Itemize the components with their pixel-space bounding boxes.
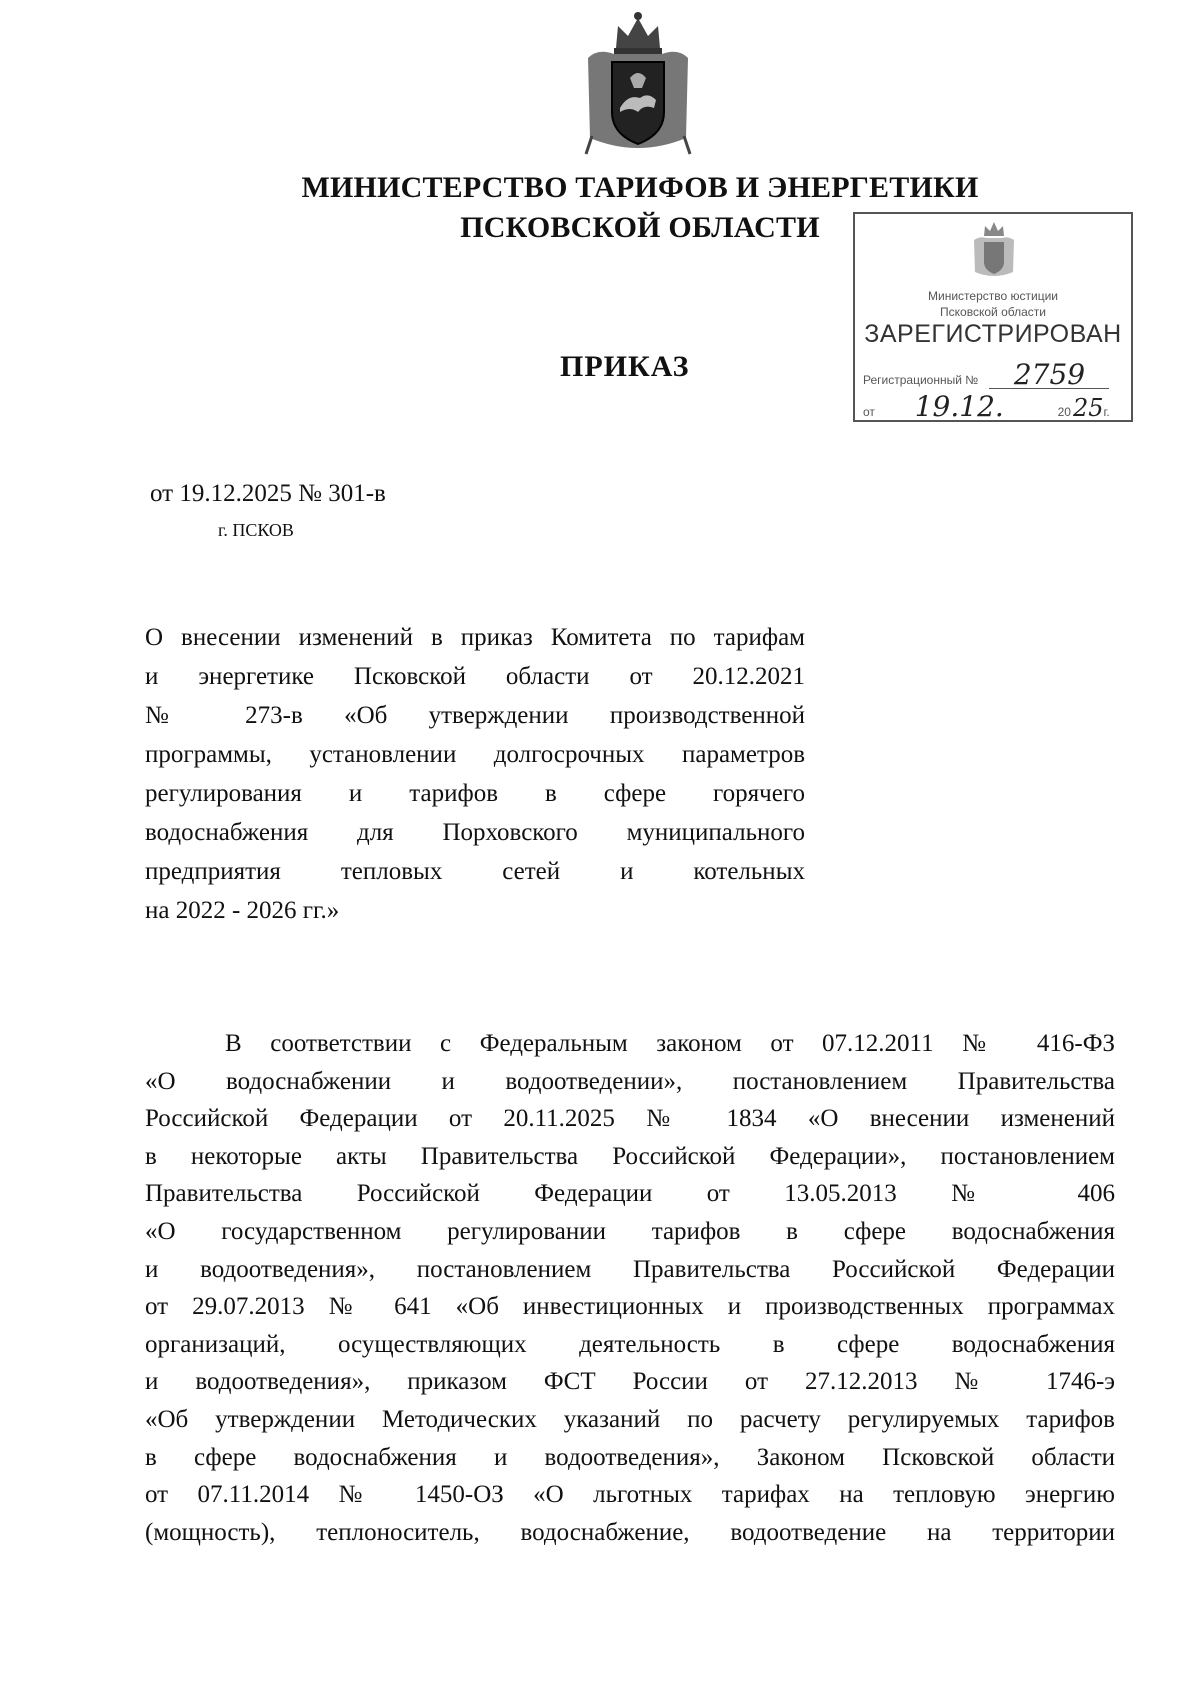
body-line: «Об утверждении Методических указаний по расчету регулируемых тарифов (145, 1405, 1115, 1433)
subject-line: на 2022 - 2026 гг.» (145, 897, 340, 924)
body-line: Правительства Российской Федерации от 13.05.2013 № 406 (145, 1180, 1115, 1208)
document-date-number: от 19.12.2025 № 301-в (150, 480, 386, 507)
stamp-reg-number: 2759 (989, 362, 1109, 389)
stamp-authority-line2: Псковской области (940, 305, 1046, 319)
subject-line: регулирования и тарифов в сфере горячего (145, 780, 805, 807)
document-subject (145, 618, 805, 930)
stamp-year-prefix: 20 (1057, 405, 1071, 419)
subject-line: № 273-в «Об утверждении производственной (145, 702, 805, 729)
pskov-oblast-coat-of-arms-icon (970, 220, 1018, 280)
body-line: организаций, осуществляющих деятельность в сфере водоснабжения (145, 1330, 1115, 1358)
body-line: и водоотведения», постановлением Правительства Российской Федерации (145, 1255, 1115, 1283)
body-line: в некоторые акты Правительства Российской Федерации», постановлением (145, 1142, 1115, 1170)
body-line: в сфере водоснабжения и водоотведения», Законом Псковской области (145, 1443, 1115, 1471)
body-line: (мощность), теплоноситель, водоснабжение, водоотведение на территории (145, 1518, 1115, 1546)
subject-line: программы, установлении долгосрочных параметров (145, 741, 805, 768)
pskov-oblast-coat-of-arms-icon (578, 8, 698, 158)
subject-line: предприятия тепловых сетей и котельных (145, 858, 805, 885)
body-line: «О государственном регулировании тарифов в сфере водоснабжения (145, 1217, 1115, 1245)
ministry-name-line1: МИНИСТЕРСТВО ТАРИФОВ И ЭНЕРГЕТИКИ (301, 171, 979, 204)
document-body (145, 1025, 1115, 1551)
body-line: Российской Федерации от 20.11.2025 № 1834 «О внесении изменений (145, 1105, 1115, 1133)
ministry-name-line2: ПСКОВСКОЙ ОБЛАСТИ (460, 211, 820, 244)
stamp-year-handwritten: 25 (1072, 394, 1104, 422)
document-type-title: ПРИКАЗ (560, 350, 690, 383)
subject-line: водоснабжения для Порховского муниципального (145, 819, 805, 846)
body-line: В соответствии с Федеральным законом от 07.12.2011 № 416-ФЗ (225, 1030, 1115, 1057)
stamp-authority-line1: Министерство юстиции (928, 289, 1058, 303)
stamp-reg-number-row (863, 358, 1109, 391)
registration-stamp (853, 212, 1133, 422)
body-line: от 29.07.2013 № 641 «Об инвестиционных и производственных программах (145, 1293, 1115, 1321)
stamp-reg-label: Регистрационный № (863, 373, 979, 387)
stamp-date-handwritten: 19.12. (884, 394, 1034, 421)
body-line: «О водоснабжении и водоотведении», постановлением Правительства (145, 1067, 1115, 1095)
document-city: г. ПСКОВ (218, 520, 294, 540)
body-line: от 07.11.2014 № 1450-ОЗ «О льготных тарифах на тепловую энергию (145, 1481, 1115, 1509)
body-line: и водоотведения», приказом ФСТ России от 27.12.2013 № 1746-э (145, 1368, 1115, 1396)
stamp-year-suffix: г. (1103, 405, 1110, 419)
subject-line: О внесении изменений в приказ Комитета по тарифам (145, 624, 805, 651)
coat-of-arms-emblem (578, 8, 698, 158)
subject-line: и энергетике Псковской области от 20.12.2021 (145, 663, 805, 690)
stamp-date-row (863, 390, 1110, 423)
stamp-status: ЗАРЕГИСТРИРОВАН (864, 320, 1122, 348)
stamp-date-prefix: от (863, 405, 875, 419)
